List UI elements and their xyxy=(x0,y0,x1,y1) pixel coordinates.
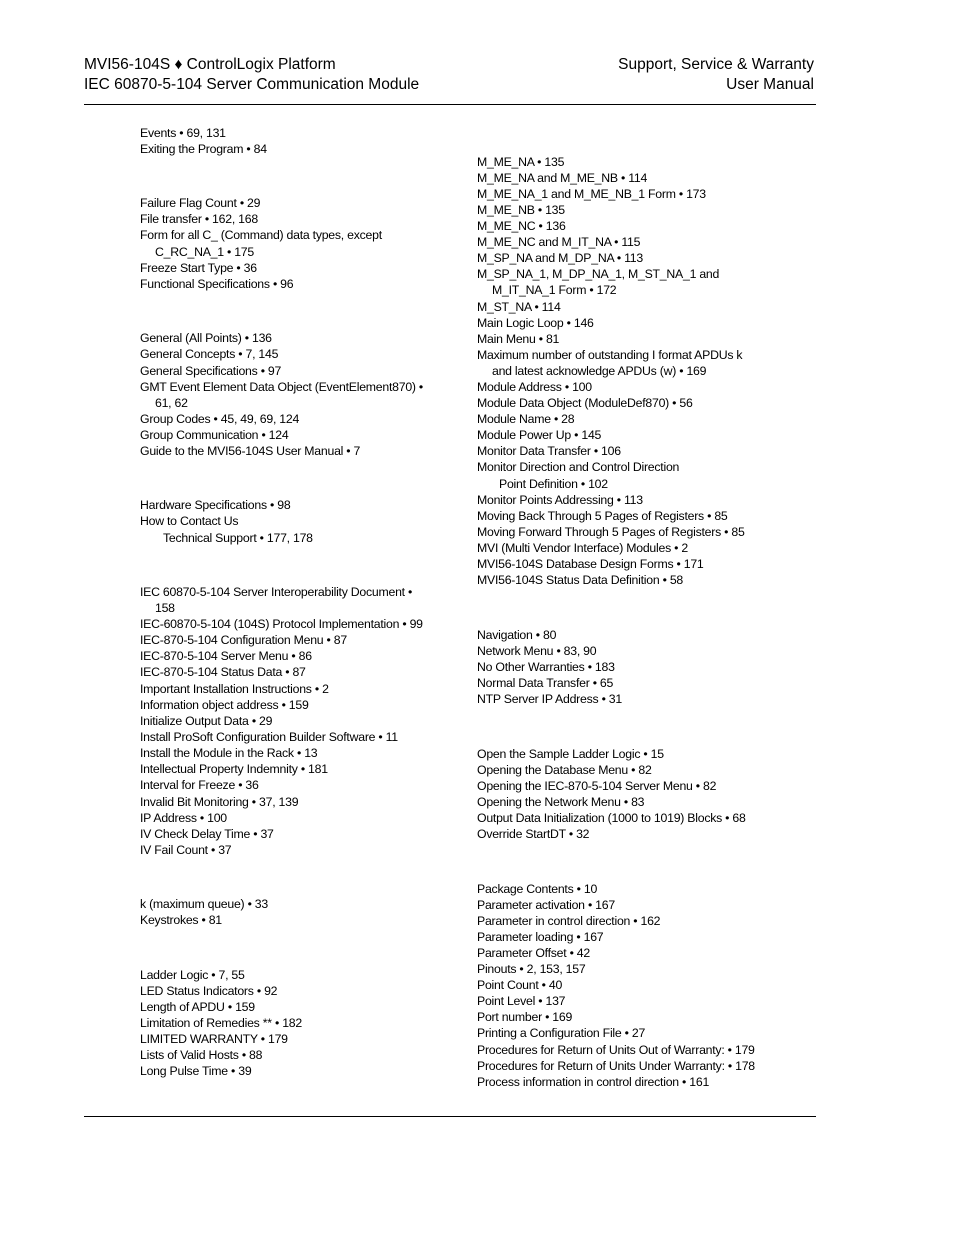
index-entry: Guide to the MVI56-104S User Manual • 7 xyxy=(140,444,361,458)
index-entry: File transfer • 162, 168 xyxy=(140,212,258,226)
index-entry: Override StartDT • 32 xyxy=(477,827,590,841)
index-entry: Exiting the Program • 84 xyxy=(140,142,267,156)
index-entry: Ladder Logic • 7, 55 xyxy=(140,968,245,982)
index-entry: Point Count • 40 xyxy=(477,978,563,992)
index-entry: Opening the Network Menu • 83 xyxy=(477,795,645,809)
index-entry: General (All Points) • 136 xyxy=(140,331,272,345)
index-entry: MVI56-104S Database Design Forms • 171 xyxy=(477,557,704,571)
index-entry: Intellectual Property Indemnity • 181 xyxy=(140,762,328,776)
index-entry: Monitor Points Addressing • 113 xyxy=(477,493,643,507)
index-entry: Install ProSoft Configuration Builder Software • 11 xyxy=(140,730,398,744)
index-entry: Printing a Configuration File • 27 xyxy=(477,1026,646,1040)
index-entry: C_RC_NA_1 • 175 xyxy=(155,245,254,259)
index-entry: Hardware Specifications • 98 xyxy=(140,498,291,512)
module-title: IEC 60870-5-104 Server Communication Module xyxy=(84,76,420,93)
footer-divider xyxy=(84,1116,816,1117)
index-entry: General Specifications • 97 xyxy=(140,364,282,378)
header-right xyxy=(618,55,814,95)
index-entry: IEC 60870-5-104 Server Interoperability Document • xyxy=(140,585,413,599)
index-entry: IEC-870-5-104 Configuration Menu • 87 xyxy=(140,633,347,647)
index-entry: Freeze Start Type • 36 xyxy=(140,261,257,275)
section-title: Support, Service & Warranty xyxy=(618,56,814,73)
index-entry: IV Check Delay Time • 37 xyxy=(140,827,274,841)
index-entry: k (maximum queue) • 33 xyxy=(140,897,268,911)
index-entry: IV Fail Count • 37 xyxy=(140,843,232,857)
index-entry: Initialize Output Data • 29 xyxy=(140,714,273,728)
index-entry: Output Data Initialization (1000 to 1019) Blocks • 68 xyxy=(477,811,746,825)
index-entry: NTP Server IP Address • 31 xyxy=(477,692,622,706)
index-entry: Point Definition • 102 xyxy=(499,477,608,491)
index-entry: M_ME_NC • 136 xyxy=(477,219,566,233)
index-entry: GMT Event Element Data Object (EventElement870) • xyxy=(140,380,423,394)
index-entry: Events • 69, 131 xyxy=(140,126,226,140)
index-entry: Procedures for Return of Units Out of Warranty: • 179 xyxy=(477,1043,755,1057)
index-entry: IEC-60870-5-104 (104S) Protocol Implementation • 99 xyxy=(140,617,423,631)
index-entry: and latest acknowledge APDUs (w) • 169 xyxy=(492,364,707,378)
index-entry: Moving Forward Through 5 Pages of Registers • 85 xyxy=(477,525,745,539)
index-entry: Module Address • 100 xyxy=(477,380,592,394)
index-entry: Port number • 169 xyxy=(477,1010,573,1024)
index-entry: Process information in control direction • 161 xyxy=(477,1075,710,1089)
index-entry: M_ST_NA • 114 xyxy=(477,300,561,314)
index-entry: How to Contact Us xyxy=(140,514,239,528)
index-entry: Navigation • 80 xyxy=(477,628,557,642)
index-entry: LIMITED WARRANTY • 179 xyxy=(140,1032,288,1046)
index-entry: General Concepts • 7, 145 xyxy=(140,347,279,361)
index-entry: Group Codes • 45, 49, 69, 124 xyxy=(140,412,300,426)
product-title: MVI56-104S ♦ ControlLogix Platform xyxy=(84,56,336,73)
index-entry: Point Level • 137 xyxy=(477,994,566,1008)
index-entry: Main Logic Loop • 146 xyxy=(477,316,594,330)
index-entry: Failure Flag Count • 29 xyxy=(140,196,261,210)
index-entry: Keystrokes • 81 xyxy=(140,913,222,927)
index-entry: Moving Back Through 5 Pages of Registers • 85 xyxy=(477,509,728,523)
index-entry: 61, 62 xyxy=(155,396,188,410)
index-entry: M_ME_NC and M_IT_NA • 115 xyxy=(477,235,641,249)
index-entry: Normal Data Transfer • 65 xyxy=(477,676,614,690)
index-entry: Module Name • 28 xyxy=(477,412,575,426)
index-entry: Opening the Database Menu • 82 xyxy=(477,763,652,777)
index-entry: Parameter activation • 167 xyxy=(477,898,615,912)
index-entry: Module Power Up • 145 xyxy=(477,428,602,442)
index-entry: Network Menu • 83, 90 xyxy=(477,644,597,658)
index-entry: MVI (Multi Vendor Interface) Modules • 2 xyxy=(477,541,688,555)
index-entry: Information object address • 159 xyxy=(140,698,309,712)
index-entry: Pinouts • 2, 153, 157 xyxy=(477,962,586,976)
index-entry: Invalid Bit Monitoring • 37, 139 xyxy=(140,795,299,809)
index-entry: Parameter in control direction • 162 xyxy=(477,914,661,928)
index-entry: Monitor Data Transfer • 106 xyxy=(477,444,621,458)
index-entry: Important Installation Instructions • 2 xyxy=(140,682,329,696)
header-divider xyxy=(84,104,816,105)
index-entry: M_SP_NA_1, M_DP_NA_1, M_ST_NA_1 and xyxy=(477,267,720,281)
index-entry: Parameter loading • 167 xyxy=(477,930,604,944)
index-entry: Package Contents • 10 xyxy=(477,882,598,896)
index-entry: Maximum number of outstanding I format APDUs k xyxy=(477,348,743,362)
index-entry: IEC-870-5-104 Status Data • 87 xyxy=(140,665,306,679)
index-entry: M_ME_NB • 135 xyxy=(477,203,565,217)
index-entry: Main Menu • 81 xyxy=(477,332,560,346)
index-entry: Module Data Object (ModuleDef870) • 56 xyxy=(477,396,693,410)
index-entry: M_ME_NA_1 and M_ME_NB_1 Form • 173 xyxy=(477,187,706,201)
index-entry: Long Pulse Time • 39 xyxy=(140,1064,252,1078)
index-entry: Parameter Offset • 42 xyxy=(477,946,590,960)
index-entry: No Other Warranties • 183 xyxy=(477,660,615,674)
index-entry: M_ME_NA • 135 xyxy=(477,155,565,169)
index-entry: IEC-870-5-104 Server Menu • 86 xyxy=(140,649,312,663)
index-entry: 158 xyxy=(155,601,175,615)
index-entry: Functional Specifications • 96 xyxy=(140,277,294,291)
index-entry: Limitation of Remedies ** • 182 xyxy=(140,1016,302,1030)
index-entry: Length of APDU • 159 xyxy=(140,1000,255,1014)
index-entry: Interval for Freeze • 36 xyxy=(140,778,259,792)
index-entry: Opening the IEC-870-5-104 Server Menu • 82 xyxy=(477,779,717,793)
index-entry: Form for all C_ (Command) data types, except xyxy=(140,228,382,242)
index-entry: LED Status Indicators • 92 xyxy=(140,984,278,998)
document-title: User Manual xyxy=(726,76,814,93)
index-entry: Install the Module in the Rack • 13 xyxy=(140,746,318,760)
index-entry: M_SP_NA and M_DP_NA • 113 xyxy=(477,251,643,265)
index-entry: Technical Support • 177, 178 xyxy=(163,531,313,545)
index-entry: Group Communication • 124 xyxy=(140,428,289,442)
index-entry: M_IT_NA_1 Form • 172 xyxy=(492,283,617,297)
index-entry: Open the Sample Ladder Logic • 15 xyxy=(477,747,664,761)
index-entry: IP Address • 100 xyxy=(140,811,227,825)
index-entry: Lists of Valid Hosts • 88 xyxy=(140,1048,263,1062)
index-entry: Procedures for Return of Units Under Warranty: • 178 xyxy=(477,1059,755,1073)
index-entry: Monitor Direction and Control Direction xyxy=(477,460,680,474)
index-entry: MVI56-104S Status Data Definition • 58 xyxy=(477,573,684,587)
header-left xyxy=(84,55,419,95)
index-entry: M_ME_NA and M_ME_NB • 114 xyxy=(477,171,648,185)
